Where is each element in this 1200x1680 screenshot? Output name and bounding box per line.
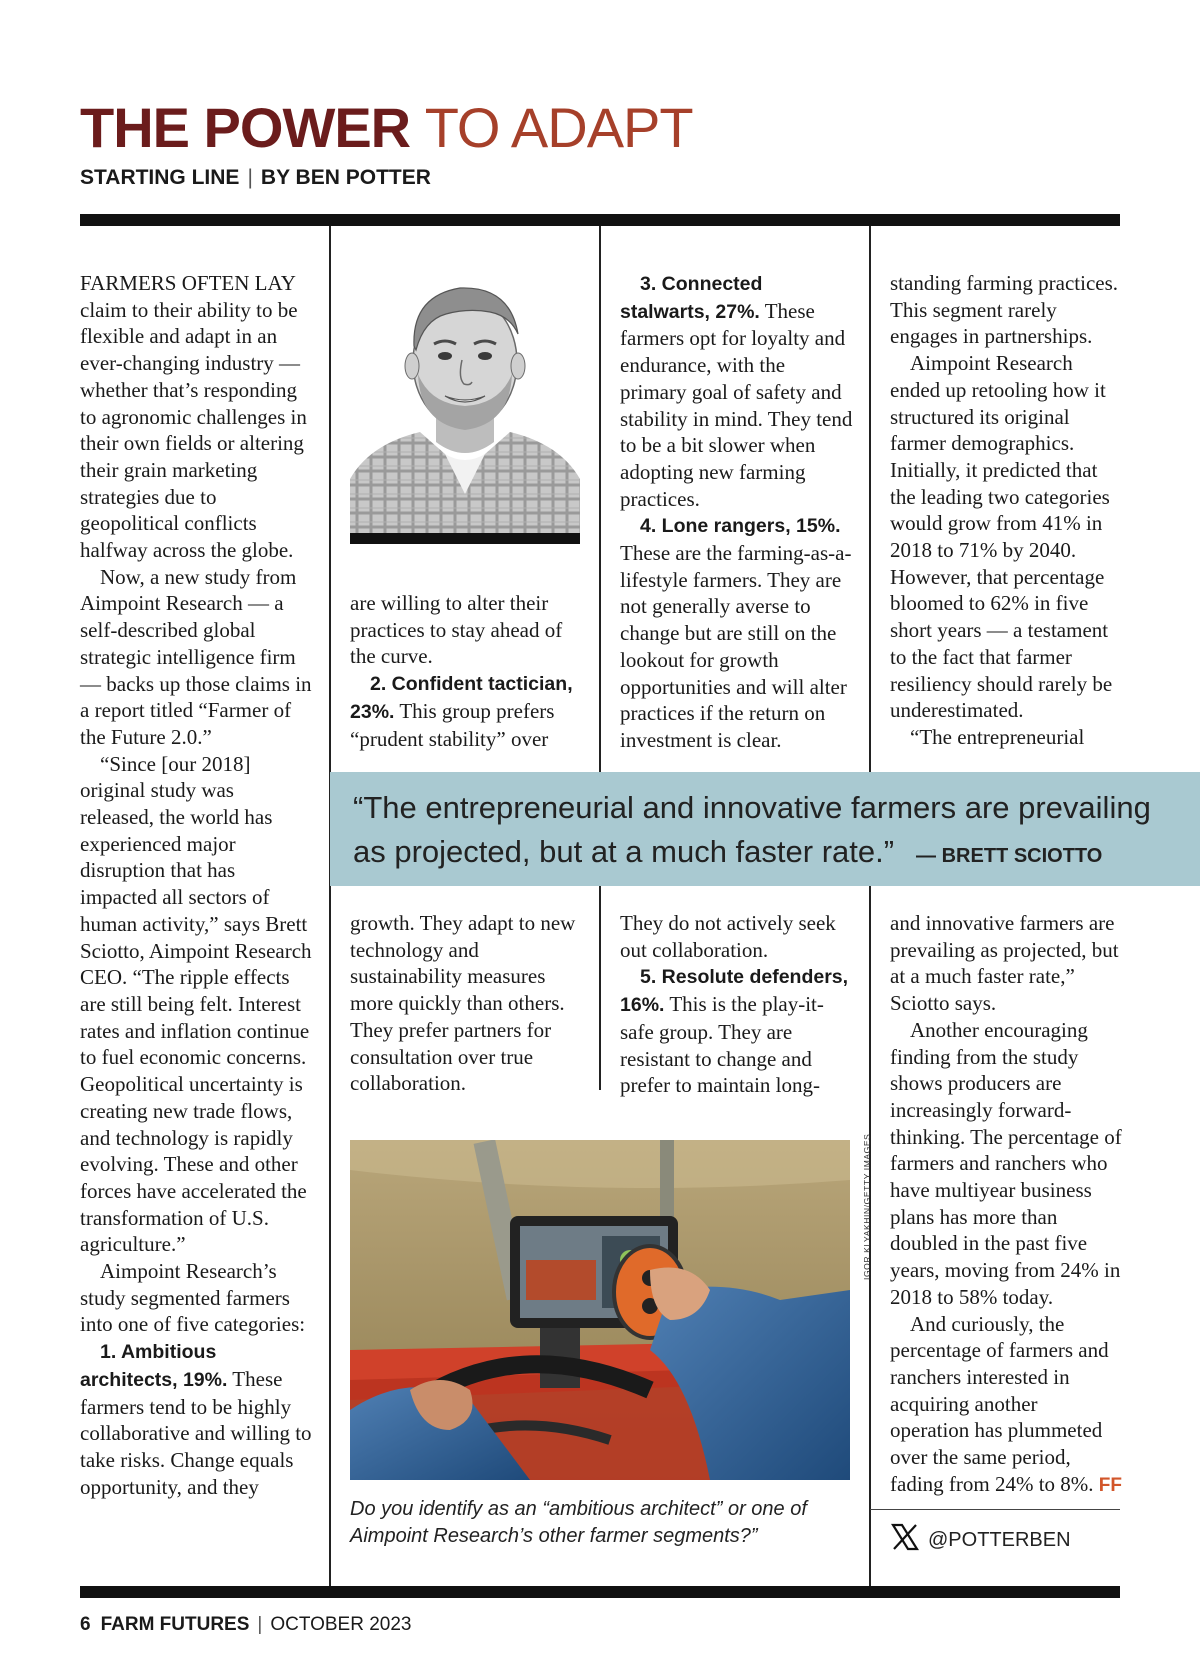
segment-text: This is the play-it-safe group. They are resistant to change and prefer to maintain long- xyxy=(620,992,824,1098)
segment-label: 4. Lone rangers, 15%. xyxy=(640,515,841,538)
paragraph: Aimpoint Research ended up retooling how it structured its original farmer demographics. Initially, it predicted that the leading two categories would grow from 41% in 2018 to 71% by 2040. However, that percentage bloomed to 62% in five short years — a testament to the fact that farmer resiliency should rarely be underestimated. xyxy=(890,351,1113,723)
bottom-rule xyxy=(80,1586,1120,1598)
pull-quote xyxy=(353,786,1173,878)
x-logo-icon xyxy=(890,1522,928,1558)
paragraph xyxy=(890,1311,1122,1500)
paragraph: are willing to alter their practices to stay ahead of the curve. xyxy=(350,591,563,669)
paragraph: “The entrepreneurial xyxy=(910,724,1085,749)
lead-in-caps: FARMERS OFTEN LAY xyxy=(80,271,296,295)
column-divider xyxy=(599,226,601,772)
paragraph-text: claim to their ability to be flexible and adapt in an ever-changing industry — whether that’s responding to agronomic challenges in their own fields or altering their grain marketing strategies due to geopolitical conflicts halfway across the globe. xyxy=(80,297,307,563)
headline-bold: THE POWER xyxy=(80,96,411,159)
column-3-top xyxy=(620,270,853,754)
paragraph: “Since [our 2018] original study was released, the world has experienced major disruption that has impacted all sectors of human activity,” says Brett Sciotto, Aimpoint Research CEO. “The ripple effects are still being felt. Interest rates and inflation continue to fuel economic concerns. Geopolitical uncertainty is creating new trade flows, and technology is rapidly evolving. These and other forces have accelerated the transformation of U.S. agriculture.” xyxy=(80,751,312,1257)
paragraph: and innovative farmers are prevailing as projected, but at a much faster rate,” Sciotto says. xyxy=(890,911,1119,1016)
photo-credit xyxy=(862,1133,876,1280)
column-3-bottom xyxy=(620,910,853,1099)
column-divider xyxy=(329,226,331,1586)
paragraph xyxy=(350,670,583,752)
page-number: 6 xyxy=(80,1614,91,1635)
page-footer xyxy=(80,1614,412,1636)
article-headline xyxy=(80,96,693,160)
column-4-top xyxy=(890,270,1122,751)
paragraph: Another encouraging finding from the study shows producers are increasingly forward-thinking. The percentage of farmers and ranchers who have multiyear business plans has more than doubled in the past five years, moving from 24% in 2018 to 58% today. xyxy=(890,1017,1122,1309)
column-4-bottom xyxy=(890,910,1122,1499)
segment-text: This group prefers “prudent stability” over xyxy=(350,698,555,751)
segment-text: These farmers tend to be highly collaborative and willing to take risks. Change equals opportunity, and they xyxy=(80,1366,312,1499)
paragraph xyxy=(620,512,853,753)
magazine-name: FARM FUTURES xyxy=(100,1614,250,1635)
paragraph xyxy=(620,270,853,512)
tractor-cab-photo xyxy=(350,1140,850,1480)
social-divider xyxy=(870,1509,1120,1510)
pull-quote-attribution: — BRETT SCIOTTO xyxy=(916,845,1103,867)
footer-separator: | xyxy=(257,1614,263,1635)
end-mark: FF xyxy=(1098,1474,1123,1496)
paragraph xyxy=(620,963,853,1099)
pull-quote-text: “The entrepreneurial and innovative farmers are prevailing as projected, but at a much faster rate.” xyxy=(353,790,1151,869)
author-portrait-illustration xyxy=(350,254,580,544)
paragraph: They do not actively seek out collaboration. xyxy=(620,911,836,962)
column-divider xyxy=(869,226,871,772)
paragraph: Aimpoint Research’s study segmented farmers into one of five categories: xyxy=(80,1259,306,1337)
segment-text: These are the farming-as-a-lifestyle farmers. They are not generally averse to change but are still on the lookout for growth opportunities and will alter practices if the return on investment is clear. xyxy=(620,541,852,752)
segment-label: 5. Resolute defenders, 16%. xyxy=(620,966,849,1017)
headline-light: TO ADAPT xyxy=(424,96,693,159)
segment-label: 1. Ambitious architects, 19%. xyxy=(80,1341,228,1391)
author-byline: BY BEN POTTER xyxy=(260,166,431,189)
section-label: STARTING LINE xyxy=(80,166,240,189)
photo-caption: Do you identify as an “ambitious architect” or one of Aimpoint Research’s other farmer segments?” xyxy=(350,1498,807,1547)
photo-credit-text: IGOR KLYAKHIN/GETTY IMAGES xyxy=(862,1133,872,1280)
byline xyxy=(80,166,431,190)
segment-label: 3. Connected stalwarts, 27%. xyxy=(620,273,763,323)
paragraph xyxy=(80,270,313,564)
issue-date: OCTOBER 2023 xyxy=(270,1614,412,1635)
column-2-bottom xyxy=(350,910,583,1097)
social-handle[interactable]: @POTTERBEN xyxy=(928,1528,1071,1551)
paragraph-text: And curiously, the percentage of farmers and ranchers interested in acquiring another operation has plummeted over the same period, fading from 24% to 8%. xyxy=(890,1311,1109,1496)
segment-label: 2. Confident tactician, 23%. xyxy=(350,673,573,723)
column-1 xyxy=(80,270,313,1500)
paragraph: growth. They adapt to new technology and sustainability measures more quickly than others. They prefer partners for consultation over true collaboration. xyxy=(350,911,576,1096)
column-divider xyxy=(599,886,601,1090)
byline-separator: | xyxy=(247,166,253,189)
column-2-top xyxy=(350,590,583,752)
paragraph xyxy=(80,1338,313,1500)
paragraph: Now, a new study from Aimpoint Research — a self-described global strategic intelligence firm — backs up those claims in a report titled “Farmer of the Future 2.0.” xyxy=(80,564,312,749)
segment-text: These farmers opt for loyalty and endurance, with the primary goal of safety and stability in mind. They tend to be a bit slower when adopting new farming practices. xyxy=(620,298,853,511)
author-social xyxy=(890,1522,1071,1558)
top-rule xyxy=(80,214,1120,226)
paragraph: standing farming practices. This segment rarely engages in partnerships. xyxy=(890,271,1119,349)
